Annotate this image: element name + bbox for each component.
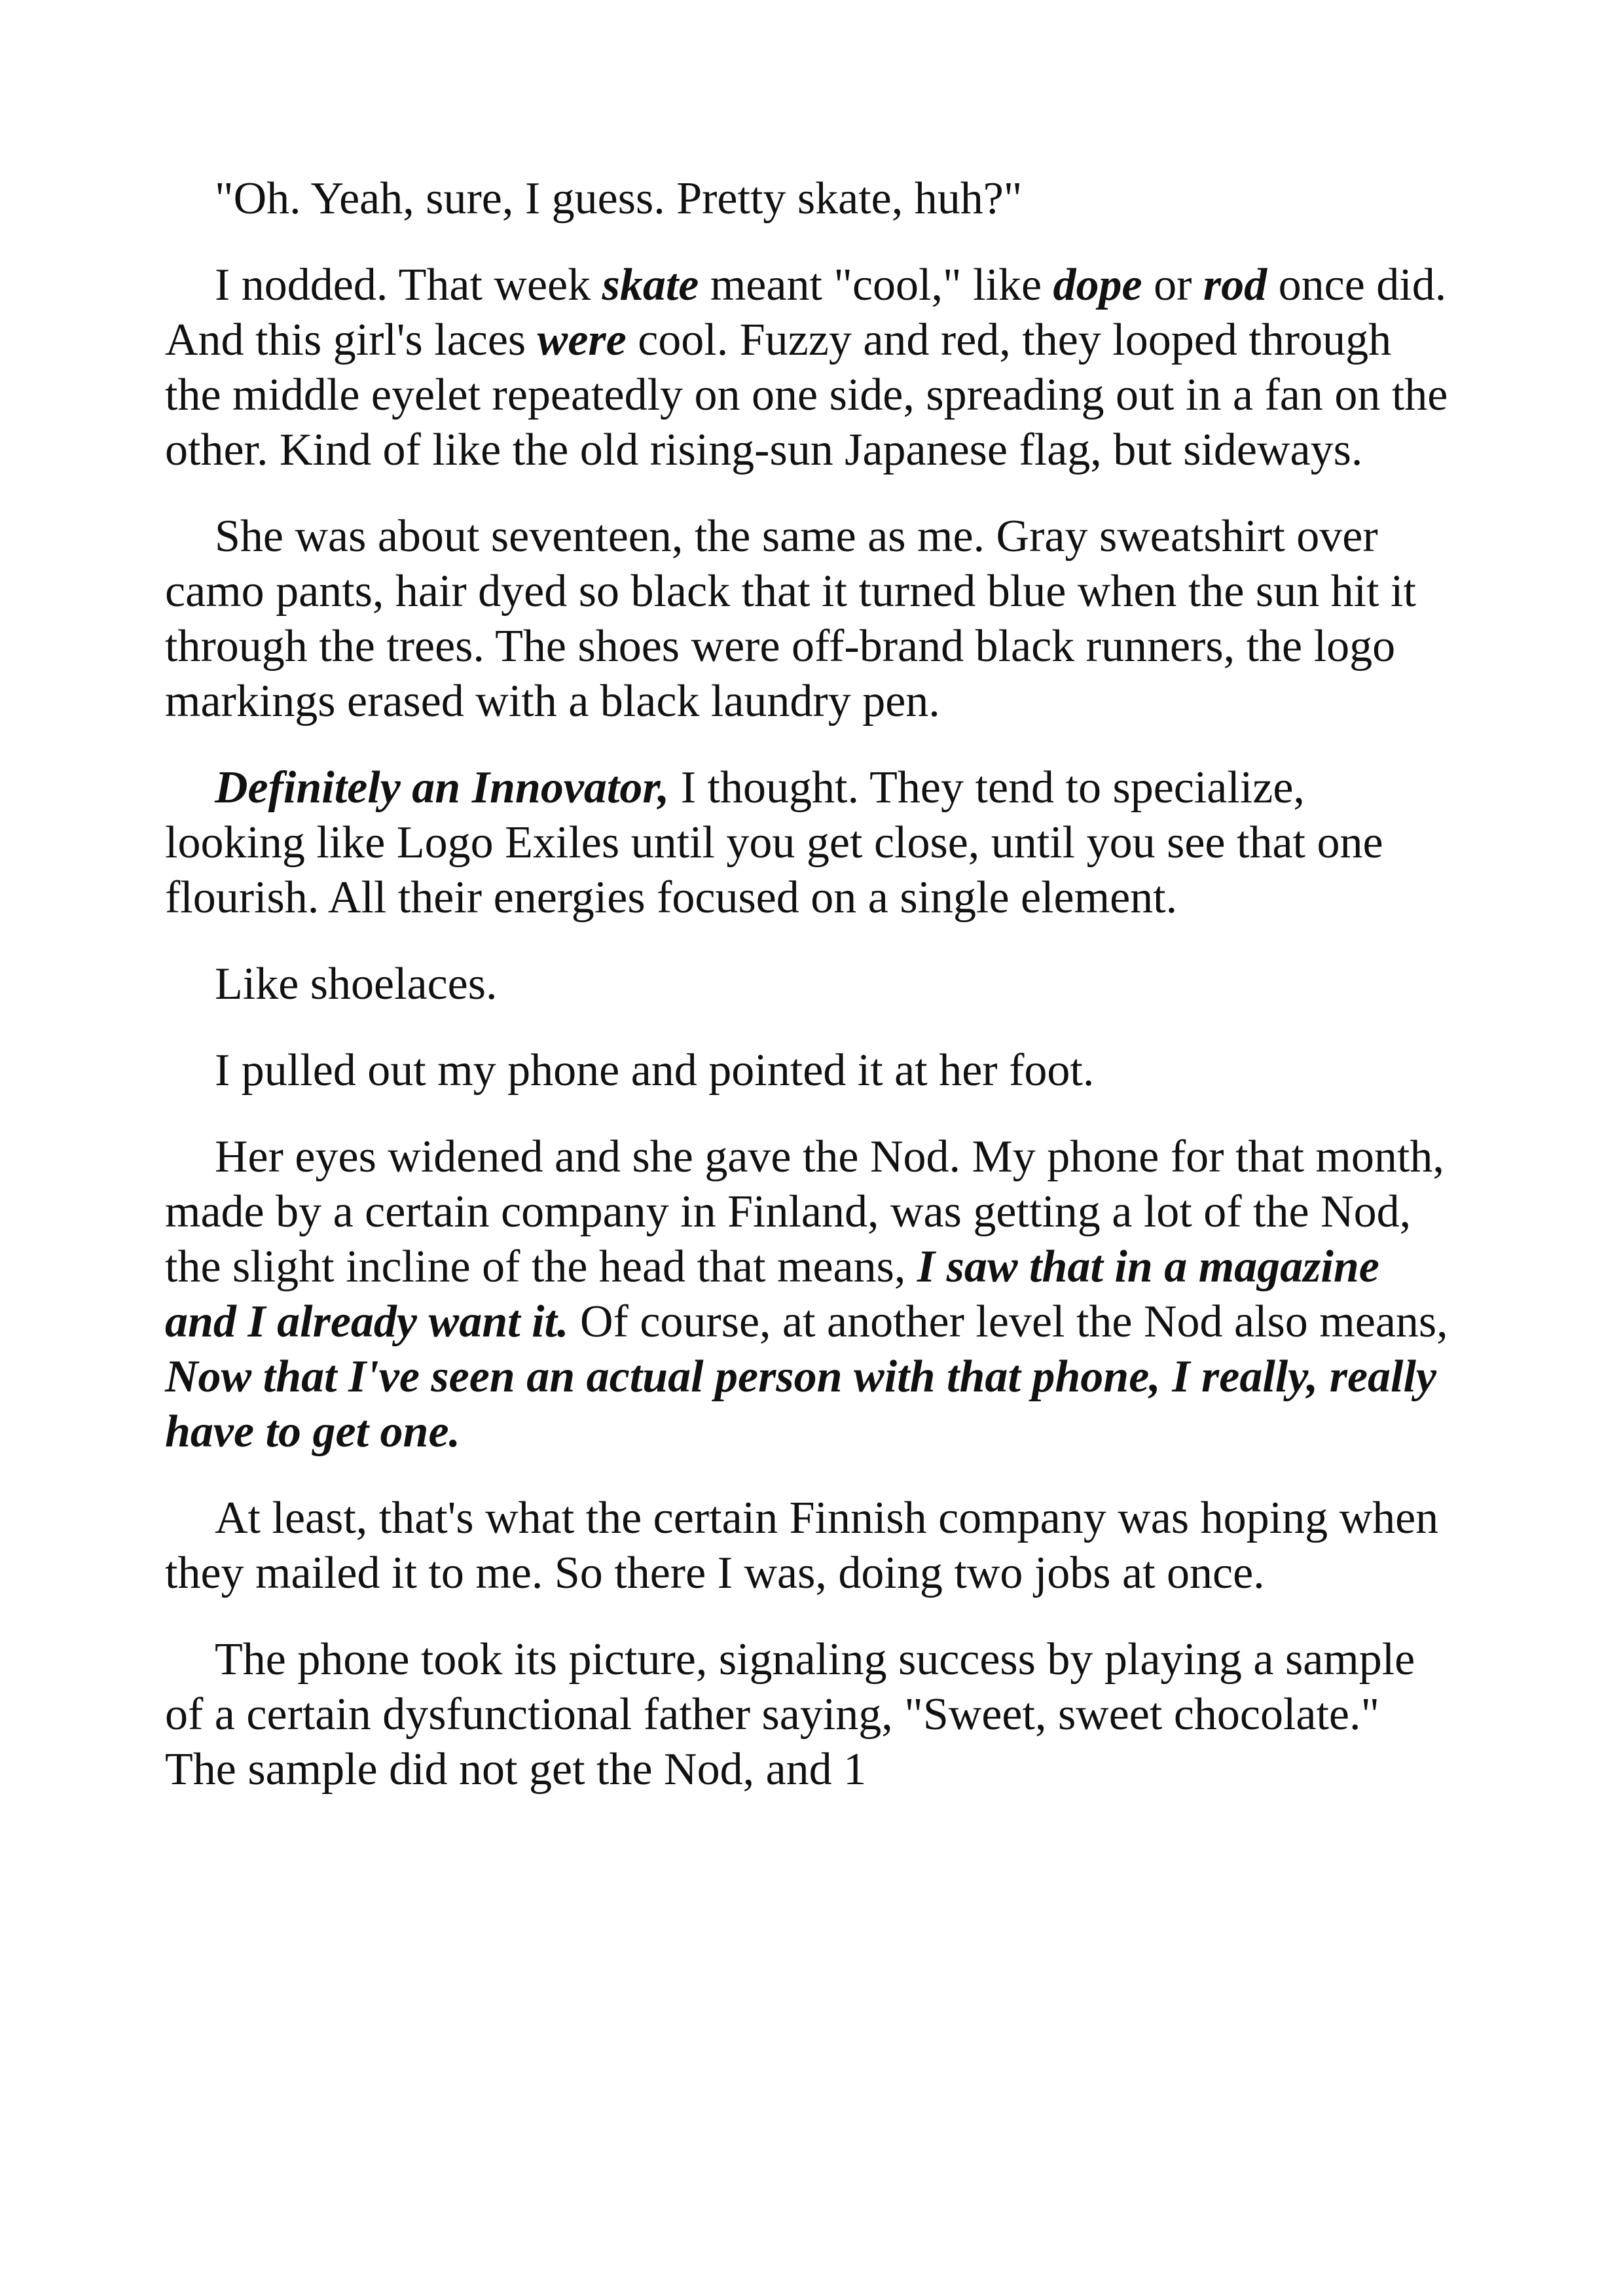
emphasized-text: were xyxy=(537,315,627,365)
text-run: Of course, at another level the Nod also means, xyxy=(568,1297,1448,1347)
text-run: "Oh. Yeah, sure, I guess. Pretty skate, huh?" xyxy=(215,173,1023,224)
text-run: I thought. They tend to specialize, looking like Logo Exiles until you get close, until you see that one flourish. All their energies focused on a single element. xyxy=(165,762,1383,923)
text-run: I nodded. That week xyxy=(215,260,602,310)
emphasized-text: I saw that in a magazine and I already want it. xyxy=(165,1242,1379,1347)
text-run: cool. Fuzzy and red, they looped through the middle eyelet repeatedly on one side, spreading out in a fan on the other. Kind of like the old rising-sun Japanese flag, but sideways. xyxy=(165,315,1448,475)
text-run: At least, that's what the certain Finnish company was hoping when they mailed it to me. So there I was, doing two jobs at once. xyxy=(165,1493,1439,1598)
text-run: Like shoelaces. xyxy=(215,959,498,1009)
emphasized-text: dope xyxy=(1053,260,1142,310)
emphasized-text: rod xyxy=(1203,260,1267,310)
paragraph xyxy=(165,171,1448,226)
text-run: The phone took its picture, signaling success by playing a sample of a certain dysfunctional father saying, "Sweet, sweet chocolate." The sample did not get the Nod, and 1 xyxy=(165,1634,1415,1795)
paragraph xyxy=(165,1632,1448,1797)
paragraph xyxy=(165,1491,1448,1601)
paragraph xyxy=(165,509,1448,729)
emphasized-text: Definitely an Innovator, xyxy=(215,762,670,813)
paragraph xyxy=(165,957,1448,1012)
paragraph xyxy=(165,761,1448,925)
text-run: meant "cool," like xyxy=(699,260,1053,310)
text-run: once did. And this girl's laces xyxy=(165,260,1447,365)
text-run: She was about seventeen, the same as me. Gray sweatshirt over camo pants, hair dyed so black that it turned blue when the sun hit it through the trees. The shoes were off-brand black runners, the logo markings erased with a black laundry pen. xyxy=(165,511,1416,726)
emphasized-text: Now that I've seen an actual person with that phone, I really, really have to get one. xyxy=(165,1352,1436,1457)
text-run: or xyxy=(1142,260,1203,310)
text-run: I pulled out my phone and pointed it at her foot. xyxy=(215,1045,1095,1096)
paragraph xyxy=(165,1130,1448,1460)
body-text xyxy=(165,171,1448,1829)
emphasized-text: skate xyxy=(602,260,699,310)
text-run: Her eyes widened and she gave the Nod. My phone for that month, made by a certain company in Finland, was getting a lot of the Nod, the slight incline of the head that means, xyxy=(165,1132,1444,1292)
paragraph xyxy=(165,258,1448,478)
paragraph xyxy=(165,1043,1448,1098)
